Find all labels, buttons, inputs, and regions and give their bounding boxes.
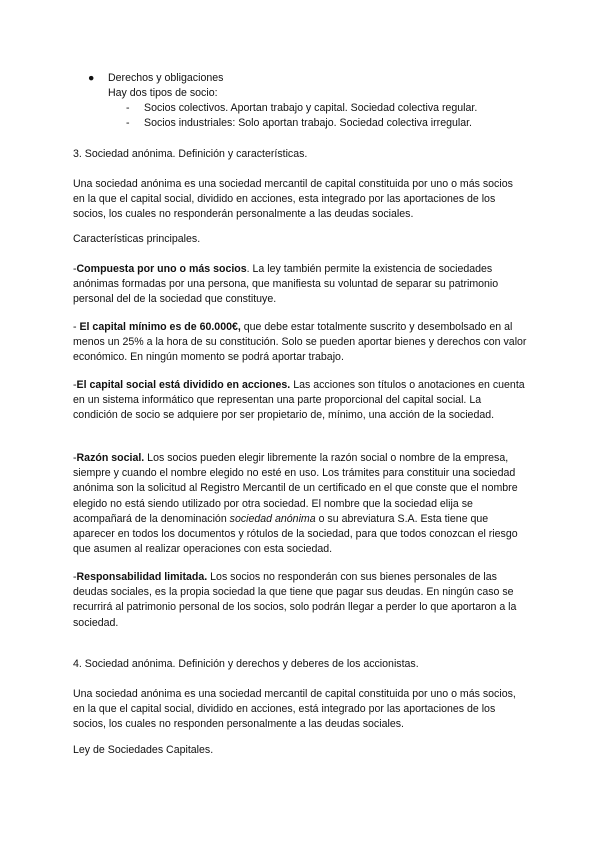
features-heading: Características principales. <box>73 233 201 245</box>
section3-definition: Una sociedad anónima es una sociedad mercantil de capital constituida por uno o más socios en la que el capital social, dividido en acciones, esta integrado por las aportaciones de los socios, los cuales no responderán personalmente a las deudas sociales. <box>73 178 513 221</box>
feature-prefix: - <box>73 321 80 333</box>
feature-title: El capital social está dividido en acciones. <box>76 379 291 391</box>
list-item-text: Socios colectivos. Aportan trabajo y capital. Sociedad colectiva regular. <box>144 102 478 114</box>
feature-title: Razón social. <box>76 452 145 464</box>
rights-subtitle: Hay dos tipos de socio: <box>108 87 218 99</box>
feature-prefix: - <box>73 379 77 391</box>
dash-marker: - <box>126 102 130 114</box>
feature-text: Los socios pueden elegir libremente la razón social o nombre de la empresa, siempre y cuando el nombre elegido no esté en uso. Los trámites para constituir una sociedad anónima son la solicitud al Registro Mercantil de un certificado en el que conste que el nombre elegido no está siendo utilizado por otra sociedad. El nombre que la sociedad elija se acompañará de la denominación <box>73 452 518 525</box>
feature-paragraph <box>73 451 527 557</box>
feature-paragraph <box>73 378 527 424</box>
feature-prefix: - <box>73 452 77 464</box>
list-item <box>126 101 477 116</box>
feature-paragraph <box>73 262 527 308</box>
dash-marker: - <box>126 117 130 129</box>
section3-heading: 3. Sociedad anónima. Definición y características. <box>73 148 308 160</box>
feature-text: . La ley también permite la existencia de sociedades anónimas formadas por una persona, que manifiesta su voluntad de separar su patrimonio personal del de la sociedad que constituye. <box>73 263 499 306</box>
feature-title: El capital mínimo es de 60.000€, <box>79 321 241 333</box>
list-item <box>126 116 472 131</box>
law-reference: Ley de Sociedades Capitales. <box>73 744 214 756</box>
section4-definition: Una sociedad anónima es una sociedad mercantil de capital constituida por uno o más socios, en la que el capital social, dividido en acciones, está integrado por las aportaciones de los socios, los cuales no responden personalmente a las deudas sociales. <box>73 688 516 731</box>
feature-text-continued: o su abreviatura S.A. Esta tiene que aparecer en todos los documentos y rótulos de la sociedad, para que todos conozcan el riesgo que asumen al realizar operaciones con esta sociedad. <box>73 512 518 556</box>
feature-text: Las acciones son títulos o anotaciones en cuenta en un sistema informático que representan una parte proporcional del capital social. La condición de socio se adquiere por ser propietario de, mínimo, una acción de la sociedad. <box>73 379 525 422</box>
list-item-text: Socios industriales: Solo aportan trabajo. Sociedad colectiva irregular. <box>144 117 473 129</box>
feature-title: Responsabilidad limitada. <box>76 571 208 583</box>
feature-paragraph <box>73 570 527 631</box>
feature-italic-term: sociedad anónima <box>229 512 316 525</box>
feature-prefix: - <box>73 571 77 583</box>
feature-text: Los socios no responderán con sus bienes personales de las deudas sociales, es la propia sociedad la que tiene que pagar sus deudas. En ningún caso se recurrirá al patrimonio personal de los socios, solo podrán llegar a perder lo que aportaron a la sociedad. <box>73 571 517 629</box>
bullet-icon: ● <box>88 72 95 84</box>
feature-paragraph <box>73 320 527 366</box>
feature-text: que debe estar totalmente suscrito y desembolsado en al menos un 25% a la hora de su constitución. Solo se pueden aportar bienes y derechos con valor económico. En ningún momento se podrá aportar trabajo. <box>73 321 527 364</box>
section4-heading: 4. Sociedad anónima. Definición y derechos y deberes de los accionistas. <box>73 658 419 670</box>
rights-title: Derechos y obligaciones <box>108 72 224 84</box>
feature-title: Compuesta por uno o más socios <box>76 263 247 275</box>
feature-prefix: - <box>73 263 77 275</box>
